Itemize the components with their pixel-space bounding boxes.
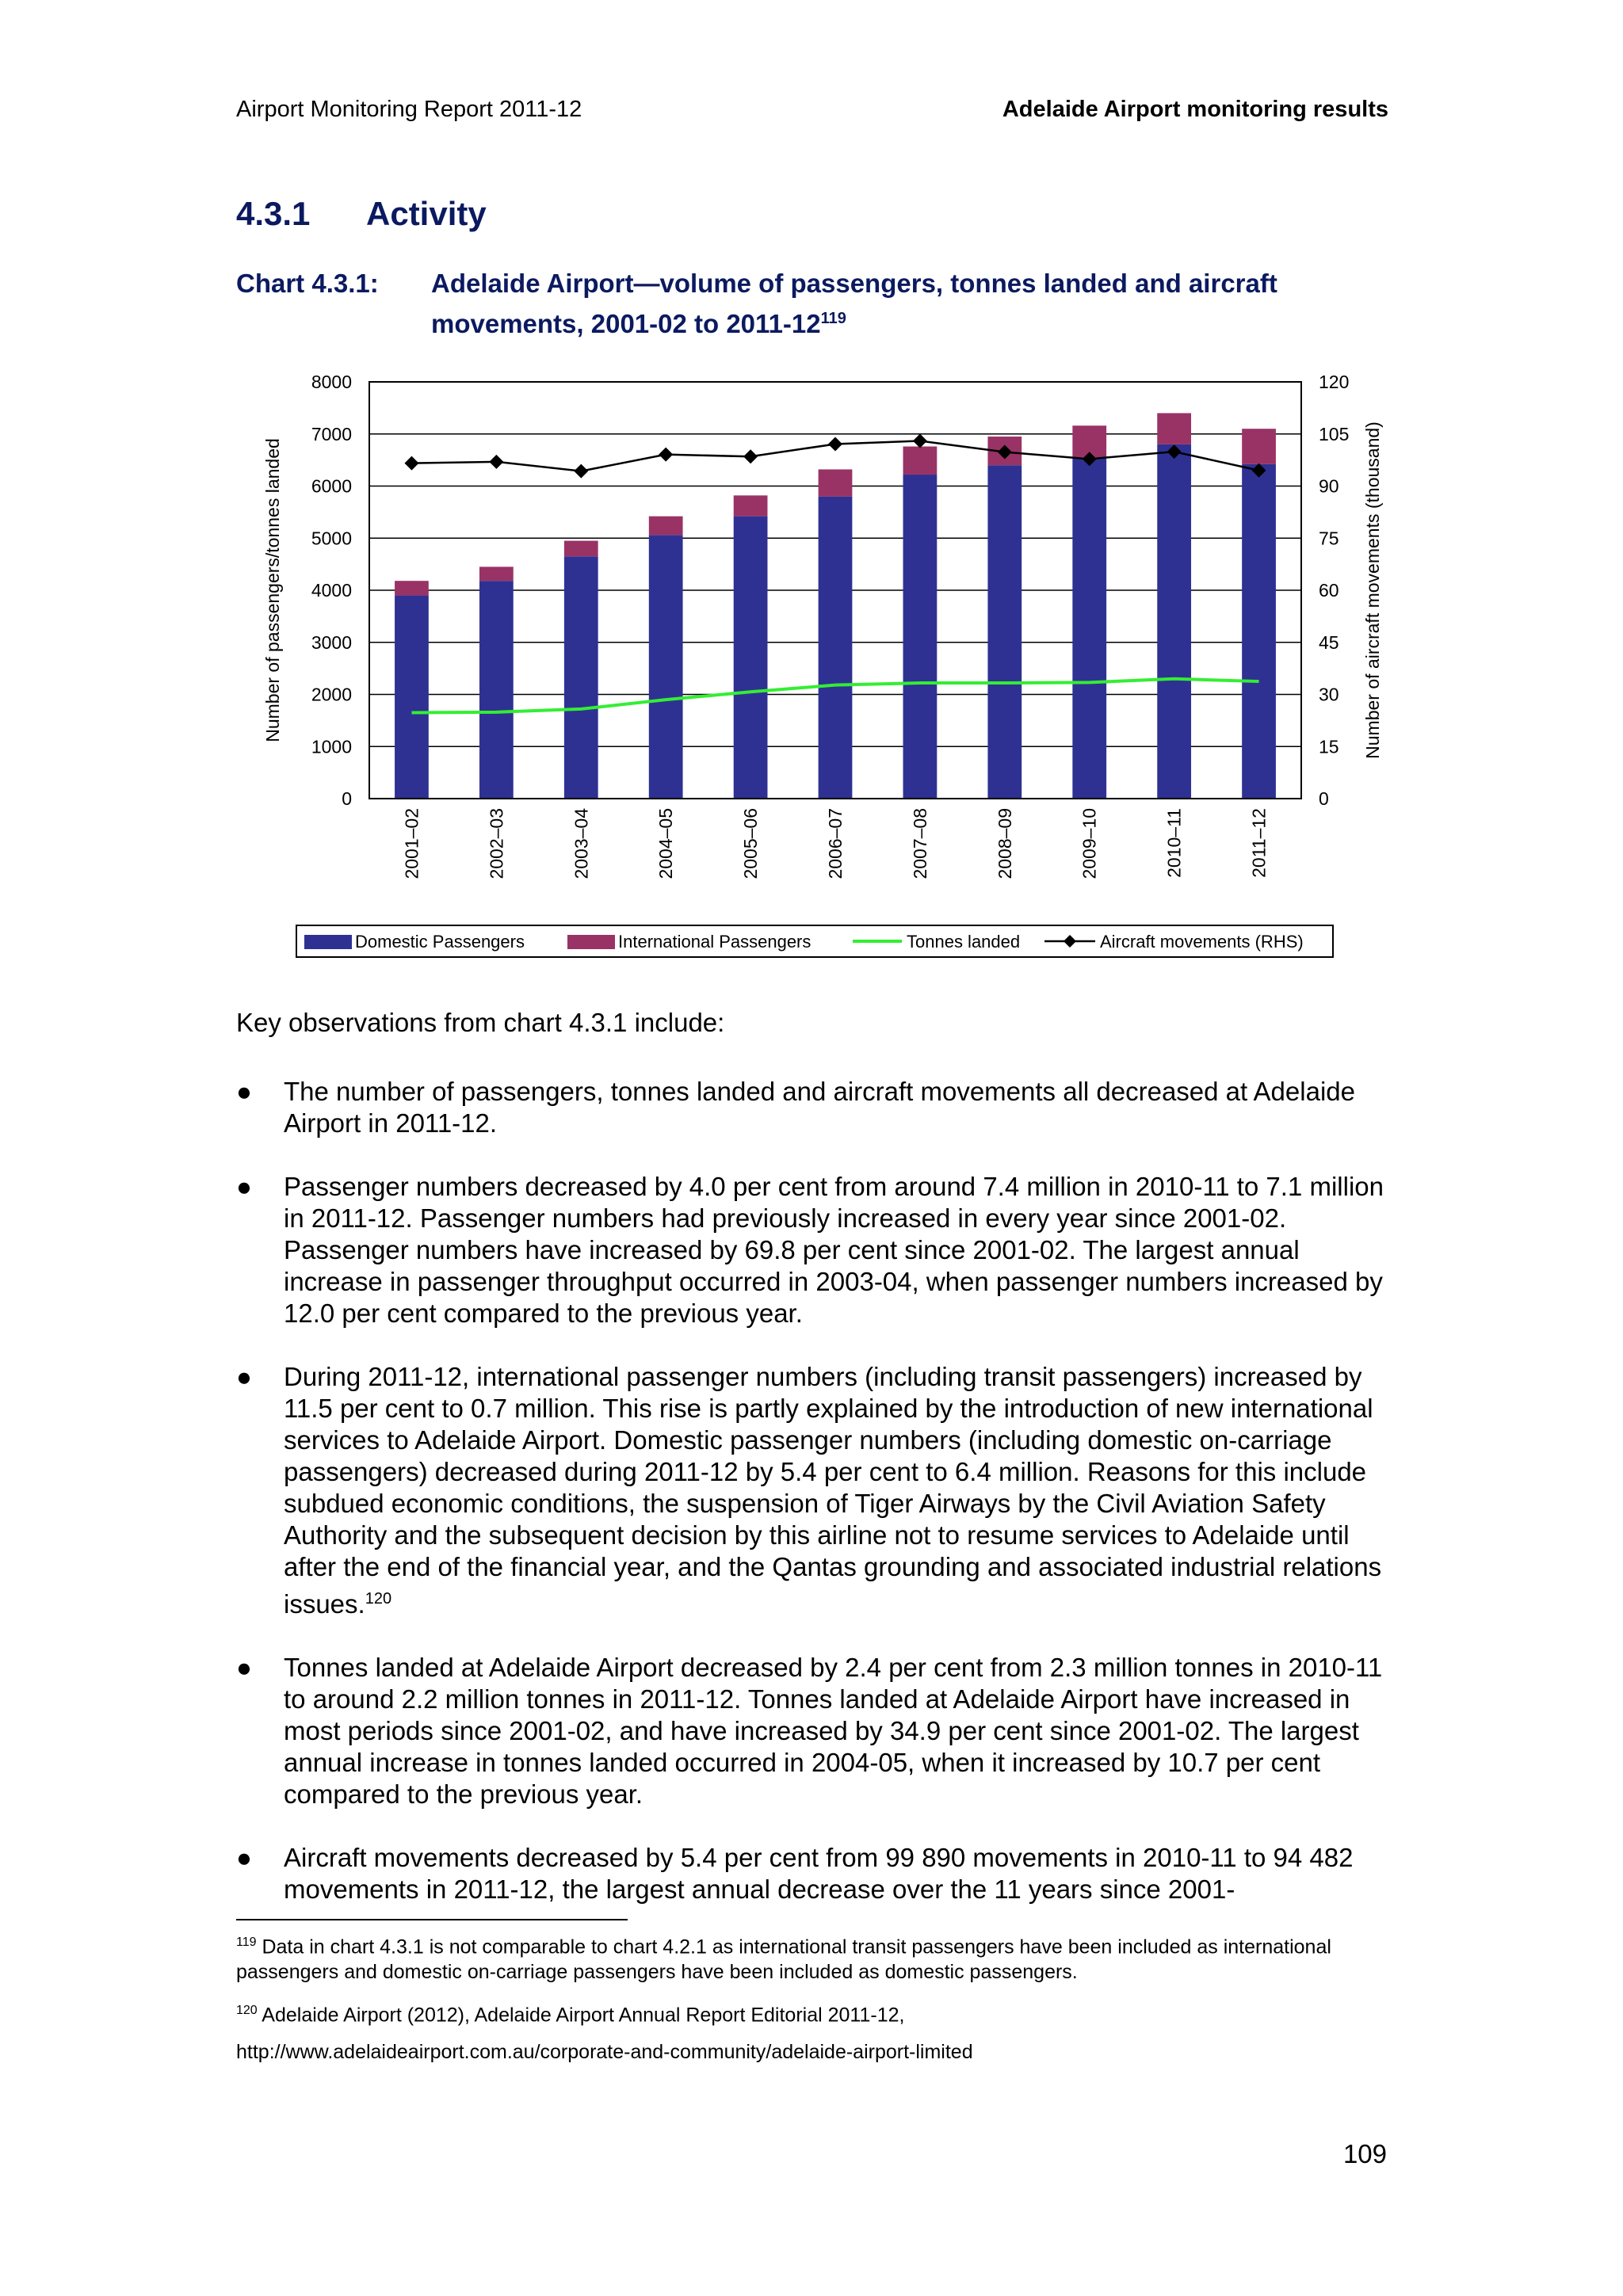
footnote-text: Data in chart 4.3.1 is not comparable to chart 4.2.1 as international transit passengers have been included as international passengers and domestic on-carriage passengers have been included as domestic passengers.	[236, 1936, 1331, 1984]
chart-bars	[395, 413, 1276, 799]
chart-legend	[296, 925, 1333, 957]
passengers-chart	[238, 357, 1395, 982]
domestic-bar	[903, 475, 938, 799]
international-bar	[1242, 429, 1276, 464]
bullet-icon: ●	[236, 1077, 252, 1106]
bullet-text: Aircraft movements decreased by 5.4 per cent from 99 890 movements in 2010-11 to 94 482 movements in 2011-12, the largest annual decrease over the 11 years since 2001-	[284, 1843, 1354, 1904]
international-bar	[903, 447, 938, 475]
observations-intro: Key observations from chart 4.3.1 include:	[236, 1008, 725, 1037]
left-tick-label: 1000	[311, 736, 352, 757]
section-heading	[236, 195, 487, 233]
running-header-left: Airport Monitoring Report 2011-12	[236, 97, 582, 122]
x-tick-label: 2011–12	[1248, 808, 1270, 878]
left-tick-label: 7000	[311, 423, 352, 444]
left-axis-title: Number of passengers/tonnes landed	[262, 438, 283, 742]
international-bar	[649, 517, 683, 536]
x-tick-label: 2007–08	[909, 808, 930, 879]
x-tick-label: 2001–02	[401, 808, 422, 879]
legend-label: Tonnes landed	[907, 932, 1021, 952]
left-tick-label: 2000	[311, 684, 352, 705]
footnote-text: Adelaide Airport (2012), Adelaide Airport Annual Report Editorial 2011-12,	[262, 2004, 905, 2027]
x-tick-label: 2002–03	[486, 808, 507, 879]
list-item	[236, 1652, 1393, 1810]
right-tick-label: 30	[1319, 684, 1339, 705]
legend-label: Domestic Passengers	[355, 932, 525, 952]
section-title: Activity	[366, 195, 487, 232]
running-header-right: Adelaide Airport monitoring results	[1002, 97, 1388, 122]
movements-marker	[404, 456, 418, 471]
footnote-119	[236, 1930, 1393, 1985]
x-tick-label: 2010–11	[1163, 808, 1185, 878]
left-tick-label: 5000	[311, 528, 352, 549]
bullet-icon: ●	[236, 1653, 252, 1682]
right-tick-label: 15	[1319, 736, 1339, 757]
movements-marker	[574, 464, 588, 479]
right-axis-title: Number of aircraft movements (thousand)	[1362, 421, 1383, 759]
x-tick-label: 2004–05	[655, 808, 677, 879]
list-item	[236, 1361, 1393, 1620]
left-tick-label: 6000	[311, 475, 352, 497]
page-number: 109	[1342, 2139, 1387, 2168]
international-bar	[734, 495, 768, 516]
domestic-bar	[734, 517, 768, 799]
international-bar	[395, 581, 429, 595]
bullet-text: Passenger numbers decreased by 4.0 per cent from around 7.4 million in 2010-11 to 7.1 million in 2011-12. Passenger numbers had previously increased in every year since 2001-02. Passenger numbers have increased by 69.8 per cent since 2001-02. The largest annual increase in passenger throughput occurred in 2003-04, when passenger numbers increased by 12.0 per cent compared to the previous year.	[284, 1172, 1384, 1328]
movements-marker	[828, 437, 842, 451]
right-tick-label: 60	[1319, 580, 1339, 601]
legend-label: Aircraft movements (RHS)	[1100, 932, 1304, 952]
bullet-text: During 2011-12, international passenger numbers (including transit passengers) increased by 11.5 per cent to 0.7 million. This rise is partly explained by the introduction of new international services to Adelaide Airport. Domestic passenger numbers (including domestic on-carriage passengers) decreased during 2011-12 by 5.4 per cent to 6.4 million. Reasons for this include subdued economic conditions, the suspension of Tiger Airways by the Civil Aviation Safety Authority and the subsequent decision by this airline not to resume services to Adelaide until after the end of the financial year, and the Qantas grounding and associated industrial relations issues.	[284, 1362, 1382, 1619]
chart-caption-footnote-ref: 119	[820, 310, 846, 327]
movements-marker	[913, 434, 927, 448]
legend-swatch-domestic	[304, 935, 352, 949]
right-tick-label: 90	[1319, 475, 1339, 497]
chart-caption-title	[431, 266, 1430, 341]
international-bar	[564, 541, 598, 557]
list-item	[236, 1171, 1393, 1329]
section-number: 4.3.1	[236, 195, 311, 232]
domestic-bar	[1242, 464, 1276, 799]
legend-label: International Passengers	[618, 932, 812, 952]
right-tick-label: 120	[1319, 372, 1350, 392]
footnote-url-link[interactable]: http://www.adelaideairport.com.au/corporate-and-community/adelaide-airport-limited	[236, 2041, 973, 2063]
bullet-icon: ●	[236, 1362, 252, 1391]
x-tick-label: 2009–10	[1079, 808, 1100, 879]
x-tick-label: 2005–06	[740, 808, 762, 879]
x-tick-label: 2008–09	[994, 807, 1015, 879]
footnote-divider	[236, 1919, 628, 1920]
domestic-bar	[1072, 457, 1106, 799]
international-bar	[1157, 413, 1191, 444]
movements-marker	[489, 455, 503, 469]
bullet-text: Tonnes landed at Adelaide Airport decreased by 2.4 per cent from 2.3 million tonnes in 2010-11 to around 2.2 million tonnes in 2011-12. Tonnes landed at Adelaide Airport have increased in most periods since 2001-02, and have increased by 34.9 per cent since 2001-02. The largest annual increase in tonnes landed occurred in 2004-05, when it increased by 10.7 per cent compared to the previous year.	[284, 1653, 1383, 1809]
domestic-bar	[649, 535, 683, 799]
list-item	[236, 1076, 1393, 1139]
x-tick-label: 2006–07	[825, 808, 846, 879]
right-tick-label: 105	[1319, 423, 1350, 444]
domestic-bar	[395, 596, 429, 799]
domestic-bar	[987, 465, 1022, 799]
domestic-bar	[564, 556, 598, 799]
left-tick-label: 3000	[311, 631, 352, 653]
legend-swatch-international	[567, 935, 615, 949]
footnote-ref: 120	[365, 1590, 392, 1608]
left-tick-label: 4000	[311, 580, 352, 601]
left-tick-label: 8000	[311, 372, 352, 392]
right-tick-label: 45	[1319, 631, 1339, 653]
international-bar	[479, 566, 514, 581]
observations-list	[236, 1076, 1393, 1937]
chart-caption-text: Adelaide Airport—volume of passengers, tonnes landed and aircraft movements, 2001-02 to 2011-12	[431, 269, 1277, 338]
international-bar	[819, 469, 853, 496]
right-tick-label: 75	[1319, 528, 1339, 549]
movements-marker	[659, 448, 673, 462]
domestic-bar	[819, 497, 853, 799]
left-tick-label: 0	[342, 788, 352, 809]
footnote-number: 120	[236, 2004, 258, 2017]
domestic-bar	[1157, 444, 1191, 799]
bullet-icon: ●	[236, 1172, 252, 1201]
right-tick-label: 0	[1319, 788, 1329, 809]
domestic-bar	[479, 581, 514, 799]
bullet-text: The number of passengers, tonnes landed and aircraft movements all decreased at Adelaide Airport in 2011-12.	[284, 1077, 1355, 1138]
footnote-number: 119	[236, 1936, 257, 1949]
movements-marker	[743, 449, 758, 463]
chart-caption-label: Chart 4.3.1:	[236, 269, 379, 298]
bullet-icon: ●	[236, 1843, 252, 1872]
footnote-120	[236, 1998, 1393, 2027]
list-item	[236, 1842, 1393, 1905]
x-tick-label: 2003–04	[571, 808, 592, 879]
